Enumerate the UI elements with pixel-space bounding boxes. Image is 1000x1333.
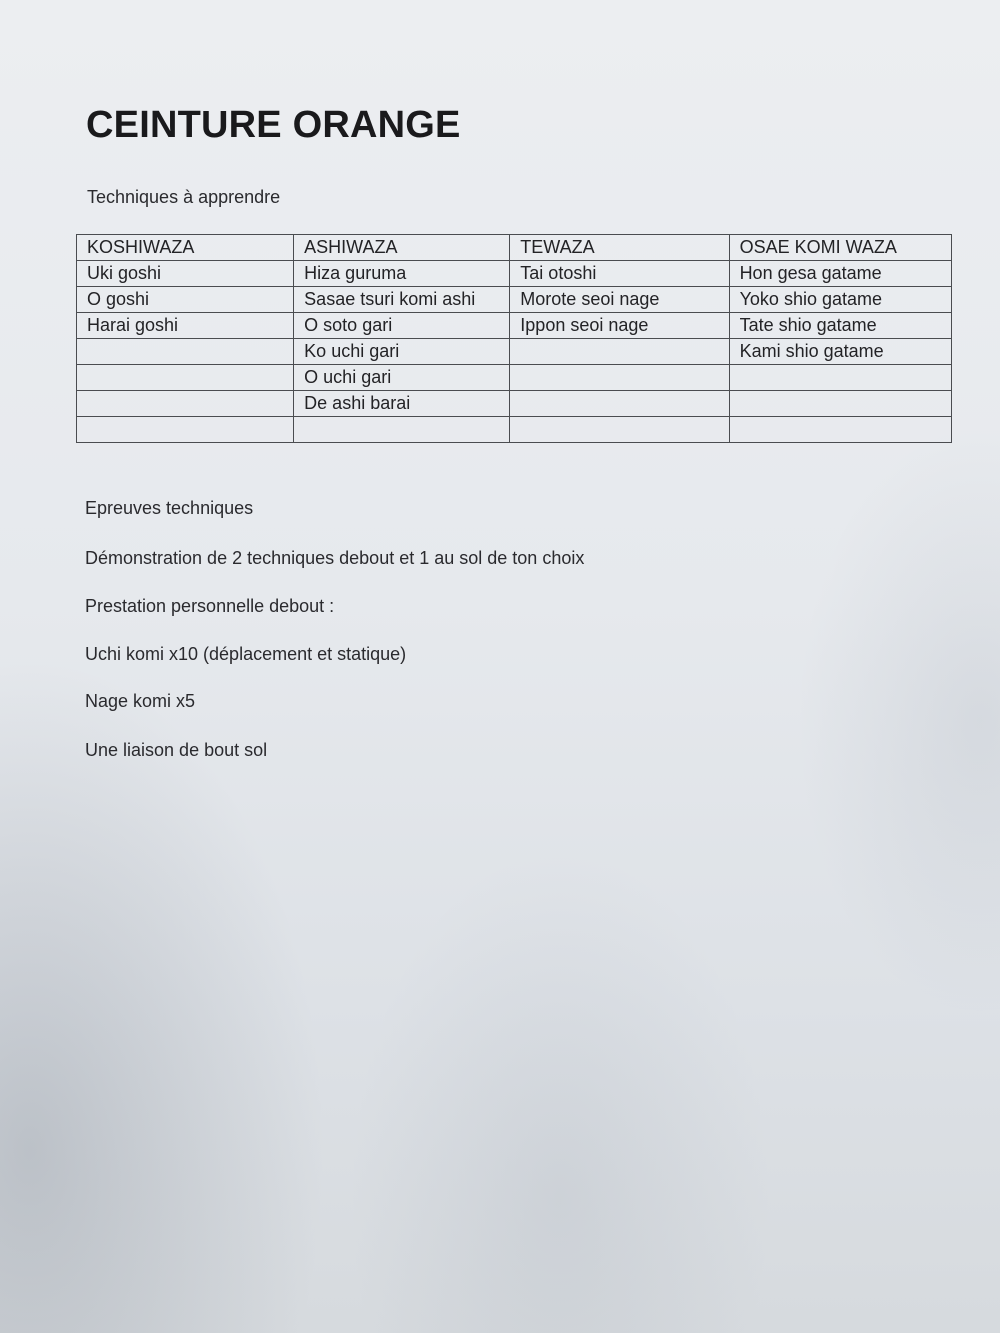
table-cell: [729, 417, 951, 443]
table-cell: [729, 365, 951, 391]
table-cell: [510, 365, 729, 391]
table-cell: [77, 417, 294, 443]
table-cell: Hiza guruma: [294, 261, 510, 287]
table-cell: [77, 365, 294, 391]
column-header: KOSHIWAZA: [77, 235, 294, 261]
table-row: [77, 391, 952, 417]
paragraph-demonstration: Démonstration de 2 techniques debout et 1 au sol de ton choix: [85, 548, 585, 568]
table-cell: O goshi: [77, 287, 294, 313]
table-cell: Sasae tsuri komi ashi: [294, 287, 510, 313]
table-row: [77, 287, 952, 313]
table-cell: Tai otoshi: [510, 261, 729, 287]
table-cell: Morote seoi nage: [510, 287, 729, 313]
table-cell: [510, 417, 729, 443]
table-cell: [77, 391, 294, 417]
table-cell: Ko uchi gari: [294, 339, 510, 365]
table-cell: De ashi barai: [294, 391, 510, 417]
table-row: [77, 261, 952, 287]
table-cell: Harai goshi: [77, 313, 294, 339]
table-header-row: [77, 235, 952, 261]
table-cell: [729, 391, 951, 417]
table-cell: O uchi gari: [294, 365, 510, 391]
table-cell: [294, 417, 510, 443]
table-cell: Tate shio gatame: [729, 313, 951, 339]
page-title: CEINTURE ORANGE: [86, 104, 461, 146]
techniques-table: [76, 234, 952, 443]
paragraph-uchi-komi: Uchi komi x10 (déplacement et statique): [85, 644, 407, 664]
table-cell: Uki goshi: [77, 261, 294, 287]
paragraph-nage-komi: Nage komi x5: [85, 691, 196, 711]
table-cell: Ippon seoi nage: [510, 313, 729, 339]
table-row: [77, 365, 952, 391]
table-cell: [77, 339, 294, 365]
table-row: [77, 417, 952, 443]
table-cell: O soto gari: [294, 313, 510, 339]
table-cell: [510, 339, 729, 365]
table-row: [77, 339, 952, 365]
column-header: TEWAZA: [510, 235, 729, 261]
section-heading-epreuves: Epreuves techniques: [85, 498, 254, 518]
paragraph-prestation: Prestation personnelle debout :: [85, 596, 335, 616]
table-row: [77, 313, 952, 339]
table-cell: [510, 391, 729, 417]
column-header: ASHIWAZA: [294, 235, 510, 261]
table-cell: Kami shio gatame: [729, 339, 951, 365]
table-cell: Hon gesa gatame: [729, 261, 951, 287]
section-subtitle: Techniques à apprendre: [87, 187, 281, 207]
paragraph-liaison: Une liaison de bout sol: [85, 740, 268, 760]
table-cell: Yoko shio gatame: [729, 287, 951, 313]
column-header: OSAE KOMI WAZA: [729, 235, 951, 261]
